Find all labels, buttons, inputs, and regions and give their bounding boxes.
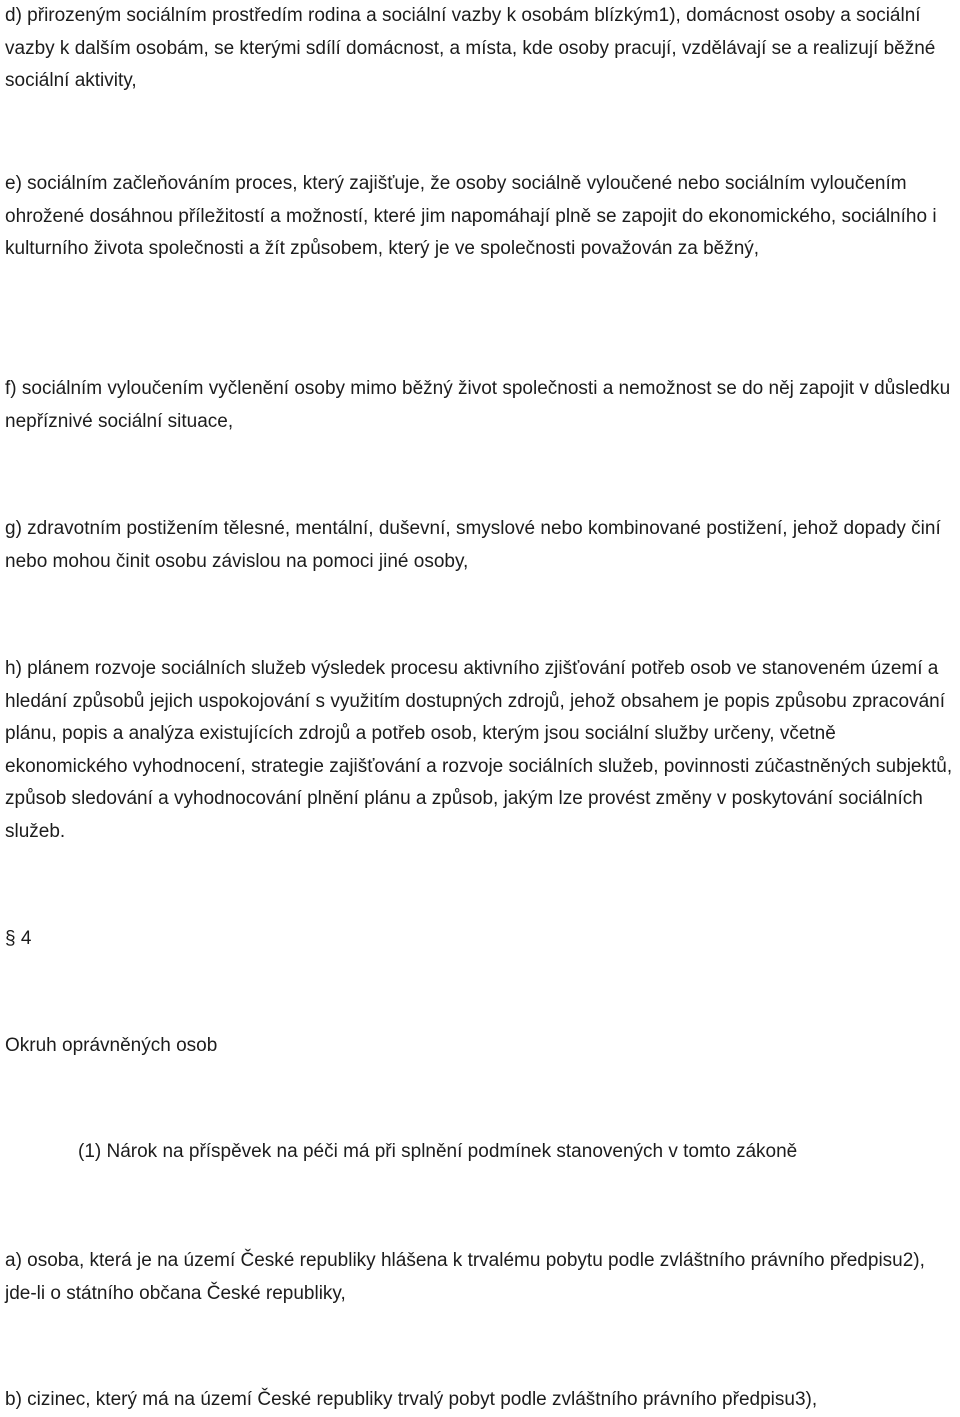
item-b-paragraph: b) cizinec, který má na území České republiky trvalý pobyt podle zvláštního právního předpisu3),	[5, 1389, 818, 1410]
item-a-paragraph: a) osoba, která je na území České republiky hlášena k trvalému pobytu podle zvláštního právního předpisu2), jde-li o státního občana České republiky,	[5, 1250, 925, 1304]
definition-h-paragraph: h) plánem rozvoje sociálních služeb výsledek procesu aktivního zjišťování potřeb osob ve stanoveném území a hledání způsobů jejich uspokojování s využitím dostupných zdrojů, jehož obsahem je popis způsobu zpracování plánu, popis a analýza existujících zdrojů a potřeb osob, kterým jsou sociální služby určeny, včetně ekonomického vyhodnocení, strategie zajišťování a rozvoje sociálních služeb, povinnosti zúčastněných subjektů, způsob sledování a vyhodnocování plnění plánu a způsob, jakým lze provést změny v poskytování sociálních služeb.	[5, 658, 953, 842]
definition-g-paragraph: g) zdravotním postižením tělesné, mentální, duševní, smyslové nebo kombinované postižení, jehož dopady činí nebo mohou činit osobu závislou na pomoci jiné osoby,	[5, 518, 941, 572]
subsection-1-paragraph: (1) Nárok na příspěvek na péči má při splnění podmínek stanovených v tomto zákoně	[78, 1141, 798, 1162]
definition-e-paragraph: e) sociálním začleňováním proces, který zajišťuje, že osoby sociálně vyloučené nebo sociálním vyloučením ohrožené dosáhnou příležitostí a možností, které jim napomáhají plně se zapojit do ekonomického, sociálního i kulturního života společnosti a žít způsobem, který je ve společnosti považován za běžný,	[5, 173, 937, 259]
section-title: Okruh oprávněných osob	[5, 1035, 218, 1056]
definition-d-paragraph: d) přirozeným sociálním prostředím rodina a sociální vazby k osobám blízkým1), domácnost osoby a sociální vazby k dalším osobám, se kterými sdílí domácnost, a místa, kde osoby pracují, vzdělávají se a realizují běžné sociální aktivity,	[5, 5, 936, 91]
section-mark: § 4	[5, 928, 32, 949]
definition-f-paragraph: f) sociálním vyloučením vyčlenění osoby mimo běžný život společnosti a nemožnost se do něj zapojit v důsledku nepříznivé sociální situace,	[5, 378, 951, 432]
